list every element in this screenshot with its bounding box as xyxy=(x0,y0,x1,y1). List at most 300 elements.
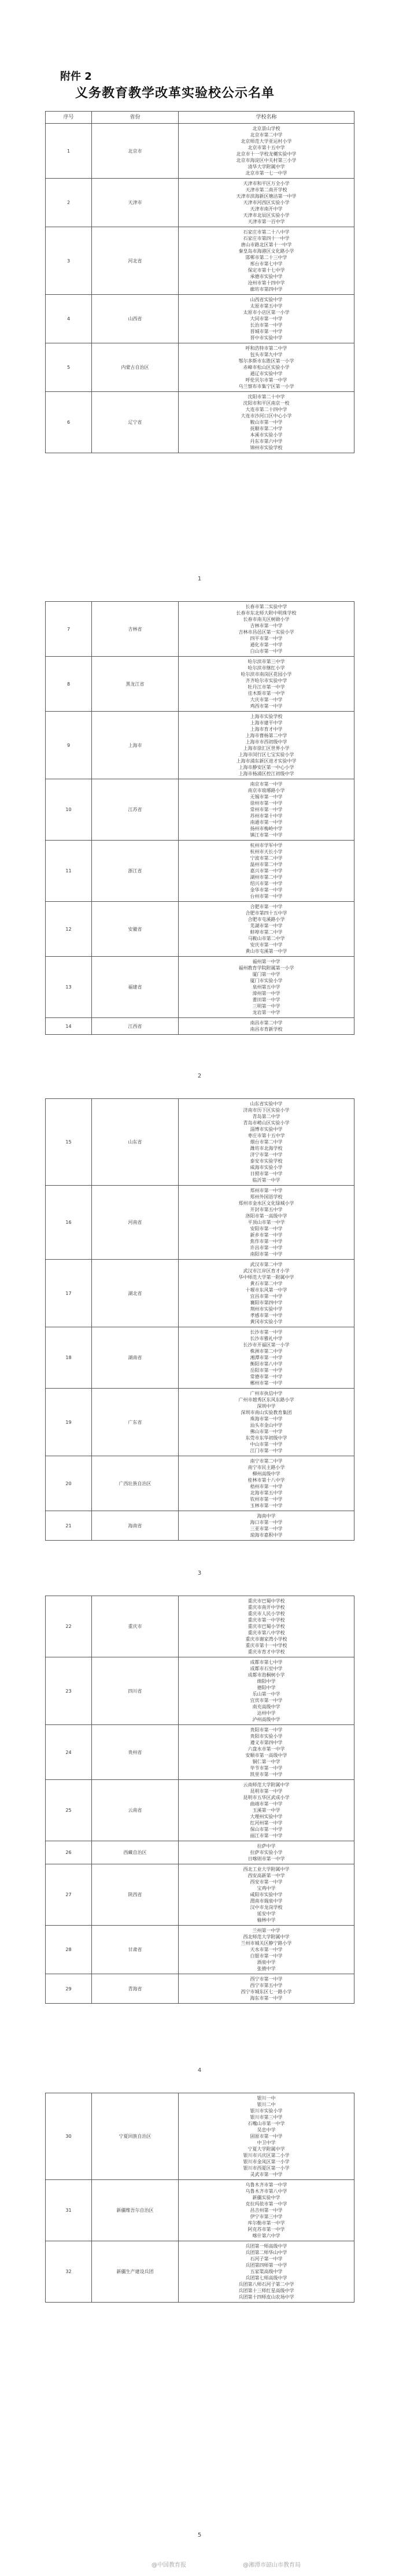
school-name: 重庆市第一中学校 xyxy=(247,1618,285,1623)
row-school-list xyxy=(179,2241,354,2303)
school-table-page-3 xyxy=(45,1098,354,1541)
school-name: 秦皇岛市海港区文化路小学 xyxy=(238,249,294,254)
school-name: 泉州第五中学 xyxy=(252,984,280,990)
row-province: 湖南省 xyxy=(92,1327,179,1389)
school-name: 大庆市第一中学 xyxy=(250,697,283,702)
row-province: 海南省 xyxy=(92,1511,179,1541)
school-name: 贵阳市第一中学 xyxy=(250,1727,283,1733)
row-number: 18 xyxy=(46,1327,92,1389)
school-name: 酒泉中学 xyxy=(257,1960,276,1965)
school-name: 宝鸡中学 xyxy=(257,1886,276,1891)
row-number: 7 xyxy=(46,602,92,657)
table-header-row xyxy=(46,112,354,124)
row-number: 12 xyxy=(46,902,92,957)
school-name: 牡丹江市第一中学 xyxy=(247,684,285,690)
school-name: 华中师范大学第一附属中学 xyxy=(238,1275,294,1280)
school-name: 太原市第五中学 xyxy=(250,304,283,309)
school-name: 伊宁市第三中学 xyxy=(250,2214,283,2219)
school-name: 蚌埠市第二中学 xyxy=(250,930,283,935)
row-school-list xyxy=(179,1327,354,1389)
row-number: 31 xyxy=(46,2180,92,2241)
school-name: 梧州市第一中学 xyxy=(250,1484,283,1489)
row-number: 25 xyxy=(46,1780,92,1841)
school-name: 莆田第一中学 xyxy=(252,997,280,1002)
school-name: 厦门第一中学 xyxy=(252,972,280,977)
school-name: 枣庄市第十五中学 xyxy=(247,1133,285,1138)
school-name: 大理州实验中学 xyxy=(250,1814,283,1819)
school-name: 长春市南关区树勋小学 xyxy=(243,617,290,622)
school-name: 兰州第一中学 xyxy=(252,1928,280,1933)
school-name: 新乡市第一中学 xyxy=(250,1233,283,1238)
school-name: 青岛市崂山区实验小学 xyxy=(243,1120,290,1126)
school-name: 天津市第二南开学校 xyxy=(245,187,287,193)
school-name: 株洲市第二中学 xyxy=(250,1349,283,1354)
table-row xyxy=(46,295,354,343)
school-name: 晋中市实验中学 xyxy=(250,335,283,340)
row-number: 6 xyxy=(46,392,92,453)
table-row xyxy=(46,1511,354,1541)
school-name: 西宁市第一中学 xyxy=(250,1977,283,1982)
school-name: 南京市琅琊路小学 xyxy=(247,788,285,793)
row-province: 广西壮族自治区 xyxy=(92,1456,179,1511)
school-name: 重庆市育才中学校 xyxy=(247,1649,285,1655)
school-name: 南通市第一中学 xyxy=(250,820,283,825)
row-province: 青海省 xyxy=(92,1974,179,2004)
school-name: 温州市第二中学 xyxy=(250,862,283,867)
school-name: 日喀则市第一中学 xyxy=(247,1856,285,1861)
school-name: 兰州市城关区静宁路小学 xyxy=(241,1941,292,1946)
school-name: 佳木斯市第一中学 xyxy=(247,691,285,696)
school-name: 天津市滨海新区塘沽第一中学 xyxy=(236,194,297,199)
page-number: 2 xyxy=(197,1073,202,1079)
school-name: 毕节市第一中学 xyxy=(250,1766,283,1771)
school-name: 鞍山市第一中学 xyxy=(250,420,283,425)
school-name: 保定市第十七中学 xyxy=(247,268,285,273)
school-name: 咸阳市实验中学 xyxy=(250,1892,283,1897)
school-name: 苏州市第十中学 xyxy=(250,813,283,819)
school-name: 银川市兴庆区第二小学 xyxy=(243,2153,290,2158)
page-number: 1 xyxy=(197,576,202,582)
school-name: 天津市和平区万全小学 xyxy=(243,181,290,186)
row-school-list xyxy=(179,1864,354,1926)
school-name: 南昌市育新学校 xyxy=(250,1027,283,1032)
school-name: 常州市第一中学 xyxy=(250,807,283,812)
school-name: 成都市泡桐树小学 xyxy=(247,1672,285,1678)
school-name: 郴州市第一中学 xyxy=(250,1380,283,1386)
row-school-list xyxy=(179,1841,354,1864)
school-name: 安庆市第一中学 xyxy=(250,942,283,948)
school-name: 山西省实验中学 xyxy=(250,297,283,302)
school-name: 长治市第一中学 xyxy=(250,323,283,328)
row-number: 8 xyxy=(46,657,92,712)
table-row xyxy=(46,841,354,902)
row-number: 17 xyxy=(46,1260,92,1327)
table-row xyxy=(46,712,354,779)
school-name: 玉林市第一中学 xyxy=(250,1503,283,1508)
school-name: 烟台市第二中学 xyxy=(250,1139,283,1145)
row-province: 安徽省 xyxy=(92,902,179,957)
table-row xyxy=(46,343,354,392)
school-name: 北京市海淀区中关村第三小学 xyxy=(236,158,297,163)
school-name: 上海市实验学校 xyxy=(250,714,283,719)
row-school-list xyxy=(179,1926,354,1974)
row-province: 河北省 xyxy=(92,227,179,295)
school-name: 襄阳市第四中学 xyxy=(250,1300,283,1305)
school-name: 沈阳市和平区南京一校 xyxy=(243,401,290,406)
table-row xyxy=(46,902,354,957)
page-number: 3 xyxy=(197,1570,202,1576)
school-name: 沧州市第十四中学 xyxy=(247,280,285,286)
school-name: 固原市第一中学 xyxy=(250,2134,283,2139)
school-name: 焦作市第一中学 xyxy=(250,1239,283,1244)
school-name: 海口市第一中学 xyxy=(250,1520,283,1525)
school-name: 清华大学附属中学 xyxy=(247,164,285,169)
row-number: 27 xyxy=(46,1864,92,1926)
school-name: 荆州市实验中学 xyxy=(250,1306,283,1312)
school-name: 太原市小店区第一小学 xyxy=(243,310,290,315)
school-name: 南京市第一中学 xyxy=(250,782,283,787)
school-name: 北海市第五中学 xyxy=(250,1490,283,1496)
school-name: 银川一中 xyxy=(257,2096,276,2101)
row-number: 21 xyxy=(46,1511,92,1541)
school-name: 衡阳市第八中学 xyxy=(250,1361,283,1367)
school-name: 潍坊市北海学校 xyxy=(250,1146,283,1151)
school-name: 丹东市第六中学 xyxy=(250,439,283,444)
table-row xyxy=(46,657,354,712)
school-name: 红河州第一中学 xyxy=(250,1820,283,1826)
row-province: 西藏自治区 xyxy=(92,1841,179,1864)
school-name: 吉林市第一中学 xyxy=(250,623,283,628)
row-number: 32 xyxy=(46,2241,92,2303)
school-name: 乌鲁木齐市第八中学 xyxy=(245,2189,287,2194)
row-province: 黑龙江省 xyxy=(92,657,179,712)
school-name: 银川市金凤区第一小学 xyxy=(243,2159,290,2164)
school-name: 汉中市龙岗学校 xyxy=(250,1905,283,1910)
school-name: 唐山市路北区第十一中学 xyxy=(241,242,292,247)
row-number: 19 xyxy=(46,1389,92,1456)
row-province: 天津市 xyxy=(92,179,179,227)
table-row xyxy=(46,392,354,453)
school-name: 西安高新第一中学 xyxy=(247,1873,285,1878)
school-name: 芜湖市第一中学 xyxy=(250,923,283,928)
row-number: 26 xyxy=(46,1841,92,1864)
row-number: 22 xyxy=(46,1596,92,1657)
school-name: 曲靖市第一中学 xyxy=(250,1801,283,1807)
row-school-list xyxy=(179,1389,354,1456)
school-name: 山东省实验中学 xyxy=(250,1101,283,1106)
row-number: 11 xyxy=(46,841,92,902)
school-name: 西北师范大学附属中学 xyxy=(243,1934,290,1940)
school-name: 湖州市第二中学 xyxy=(250,875,283,880)
row-school-list xyxy=(179,1186,354,1260)
row-province: 江苏省 xyxy=(92,779,179,841)
school-name: 通化市第一中学 xyxy=(250,642,283,647)
school-name: 桂林市第十八中学 xyxy=(247,1478,285,1483)
school-name: 上海市闵行区七宝实验小学 xyxy=(238,752,294,757)
row-province: 云南省 xyxy=(92,1780,179,1841)
row-province: 上海市 xyxy=(92,712,179,779)
school-name: 郑州外国语学校 xyxy=(250,1194,283,1200)
row-number: 20 xyxy=(46,1456,92,1511)
table-row xyxy=(46,1725,354,1780)
school-name: 琼海市嘉积中学 xyxy=(250,1533,283,1538)
school-name: 济南市历下区实验小学 xyxy=(243,1108,290,1113)
school-name: 十堰市东风第一中学 xyxy=(245,1287,287,1293)
row-province: 山西省 xyxy=(92,295,179,343)
school-name: 中山市第一中学 xyxy=(250,1442,283,1447)
school-name: 库尔勒市第一中学 xyxy=(247,2220,285,2226)
school-name: 宁波市第二中学 xyxy=(250,856,283,861)
row-province: 辽宁省 xyxy=(92,392,179,453)
school-name: 通辽市实验中学 xyxy=(250,371,283,376)
school-name: 石嘴山市第一中学 xyxy=(247,2121,285,2126)
row-school-list xyxy=(179,1099,354,1186)
school-name: 宁夏大学附属中学 xyxy=(247,2146,285,2152)
school-name: 吴忠中学 xyxy=(257,2127,276,2133)
row-province: 新疆生产建设兵团 xyxy=(92,2241,179,2303)
row-number: 4 xyxy=(46,295,92,343)
row-school-list xyxy=(179,712,354,779)
school-name: 南充高级中学 xyxy=(252,1704,280,1709)
school-name: 常德市第一中学 xyxy=(250,1374,283,1379)
school-name: 锦州市实验学校 xyxy=(250,445,283,450)
school-name: 大同市第一中学 xyxy=(250,316,283,321)
school-name: 黄冈市实验小学 xyxy=(250,1319,283,1324)
school-name: 大连市第二十四中学 xyxy=(245,407,287,412)
row-number: 2 xyxy=(46,179,92,227)
school-name: 渭南市瑞泉中学 xyxy=(250,1898,283,1904)
row-province: 陕西省 xyxy=(92,1864,179,1926)
table-row xyxy=(46,1456,354,1511)
school-name: 西安市第一中学 xyxy=(250,1879,283,1885)
row-school-list xyxy=(179,2093,354,2180)
school-name: 福州第一中学 xyxy=(252,959,280,964)
school-name: 兵团第七师高级中学 xyxy=(245,2275,287,2281)
school-name: 洛阳市第一高级中学 xyxy=(245,1213,287,1219)
school-name: 武汉市江岸区育才小学 xyxy=(243,1268,290,1274)
row-school-list xyxy=(179,2180,354,2241)
school-name: 西宁市第五中学 xyxy=(250,1983,283,1988)
school-name: 威海市实验小学 xyxy=(250,1165,283,1170)
school-name: 鄂尔多斯市东胜区第一小学 xyxy=(238,358,294,364)
school-name: 上海市浦东新区进才实验中学 xyxy=(236,758,297,764)
school-name: 昆明市五华区武成小学 xyxy=(243,1795,290,1800)
school-name: 绵阳中学 xyxy=(257,1679,276,1684)
school-name: 深圳中学 xyxy=(257,1404,276,1409)
school-name: 马鞍山市第二中学 xyxy=(247,936,285,941)
row-number: 15 xyxy=(46,1099,92,1186)
row-number: 3 xyxy=(46,227,92,295)
school-name: 克拉玛依市第一中学 xyxy=(245,2201,287,2207)
school-name: 抚顺市第二中学 xyxy=(250,426,283,431)
school-name: 三明第一中学 xyxy=(252,1004,280,1009)
school-name: 新疆实验中学 xyxy=(252,2195,280,2200)
school-name: 银川市第三中学 xyxy=(250,2115,283,2120)
school-name: 拉萨市实验小学 xyxy=(250,1850,283,1855)
school-name: 中卫中学 xyxy=(257,2140,276,2145)
school-name: 铜仁第一中学 xyxy=(252,1759,280,1764)
school-name: 重庆市巴蜀小学校 xyxy=(247,1624,285,1629)
school-name: 达州中学 xyxy=(257,1711,276,1716)
row-province: 贵州省 xyxy=(92,1725,179,1780)
school-table-page-4 xyxy=(45,1596,354,2004)
school-name: 绍兴市第一中学 xyxy=(250,881,283,886)
school-name: 兵团第一师高级中学 xyxy=(245,2244,287,2249)
school-table-page-5 xyxy=(45,2093,354,2303)
school-name: 钦州市第一中学 xyxy=(250,1497,283,1502)
table-row xyxy=(46,957,354,1018)
school-name: 长沙市雅礼中学 xyxy=(250,1336,283,1341)
row-school-list xyxy=(179,124,354,179)
document-title: 义务教育教学改革实验校公示名单 xyxy=(75,86,275,101)
school-name: 吉林市昌邑区第一实验小学 xyxy=(238,630,294,635)
school-name: 白银市第一中学 xyxy=(250,1953,283,1959)
school-name: 承德市实验中学 xyxy=(250,274,283,279)
school-name: 重庆市第八中学校 xyxy=(247,1630,285,1635)
school-name: 呼和浩特市第二中学 xyxy=(245,346,287,351)
row-province: 福建省 xyxy=(92,957,179,1018)
school-name: 天津市第一百中学 xyxy=(247,219,285,224)
table-row xyxy=(46,1841,354,1864)
school-name: 重庆市巴蜀中学校 xyxy=(247,1598,285,1604)
school-name: 安阳市第一中学 xyxy=(250,1226,283,1231)
school-name: 晋城市第一中学 xyxy=(250,329,283,334)
school-name: 延安中学 xyxy=(257,1911,276,1916)
school-name: 泸州高级中学 xyxy=(252,1717,280,1722)
school-name: 石河子第一中学 xyxy=(250,2256,283,2262)
school-name: 乌鲁木齐市第一中学 xyxy=(245,2182,287,2188)
table-row xyxy=(46,227,354,295)
row-province: 新疆维吾尔自治区 xyxy=(92,2180,179,2241)
school-name: 德阳中学 xyxy=(257,1685,276,1690)
school-name: 大连市沙河口区中心小学 xyxy=(241,413,292,419)
row-school-list xyxy=(179,343,354,392)
watermark-left: @中国教育报 xyxy=(152,2562,186,2568)
school-name: 黄石市第二中学 xyxy=(250,1281,283,1286)
school-name: 金华市第一中学 xyxy=(250,887,283,893)
row-school-list xyxy=(179,227,354,295)
school-name: 白山市第一中学 xyxy=(250,649,283,654)
school-name: 漳州第一中学 xyxy=(252,991,280,996)
header-school: 学校名称 xyxy=(179,112,354,124)
school-name: 四平市第一中学 xyxy=(250,636,283,641)
school-name: 喀什第六中学 xyxy=(252,2233,280,2238)
school-name: 昆明市第一中学 xyxy=(250,1789,283,1794)
school-name: 廊坊市第四中学 xyxy=(250,287,283,292)
row-province: 宁夏回族自治区 xyxy=(92,2093,179,2180)
school-name: 淄博市实验中学 xyxy=(250,1127,283,1132)
school-name: 汕头市金山中学 xyxy=(250,1423,283,1428)
school-name: 上海市杨浦区控江初级中学 xyxy=(238,771,294,776)
school-name: 拉萨中学 xyxy=(257,1844,276,1849)
row-province: 山东省 xyxy=(92,1099,179,1186)
row-number: 28 xyxy=(46,1926,92,1974)
school-name: 哈尔滨市继红小学 xyxy=(247,665,285,671)
school-name: 上海市徐汇区世界小学 xyxy=(243,746,290,751)
row-school-list xyxy=(179,657,354,712)
row-school-list xyxy=(179,1018,354,1035)
table-row xyxy=(46,779,354,841)
school-name: 哈尔滨市第三中学 xyxy=(247,659,285,664)
school-name: 杭州市学军中学 xyxy=(250,843,283,848)
school-name: 南昌市第二中学 xyxy=(250,1020,283,1026)
row-school-list xyxy=(179,1260,354,1327)
school-name: 邢台市第七中学 xyxy=(250,261,283,267)
school-table-page-1 xyxy=(45,111,354,453)
table-row xyxy=(46,124,354,179)
school-name: 湘潭市第一中学 xyxy=(250,1355,283,1360)
school-name: 安顺市第一高级中学 xyxy=(245,1753,287,1758)
school-name: 上海市静安区第一中心小学 xyxy=(238,765,294,770)
school-name: 北京市第十五中学 xyxy=(247,145,285,150)
school-name: 乐山第一中学 xyxy=(252,1692,280,1697)
school-name: 杭州市天长小学 xyxy=(250,849,283,854)
school-name: 重庆市人民小学校 xyxy=(247,1611,285,1616)
table-row xyxy=(46,602,354,657)
school-name: 银川市实验小学 xyxy=(250,2108,283,2114)
school-name: 兵团第十四师皮山农场中学 xyxy=(238,2294,294,2300)
table-row xyxy=(46,1974,354,2004)
school-name: 银川二中 xyxy=(257,2102,276,2107)
school-name: 榆林中学 xyxy=(257,1918,276,1923)
school-name: 岳阳市第一中学 xyxy=(250,1368,283,1373)
school-name: 天津市北辰区实验小学 xyxy=(243,213,290,218)
table-row xyxy=(46,2093,354,2180)
school-name: 珠海市第一中学 xyxy=(250,1416,283,1422)
school-name: 东莞市东华初级中学 xyxy=(245,1435,287,1441)
school-name: 广州市越秀区东风东路小学 xyxy=(238,1397,294,1402)
row-number: 9 xyxy=(46,712,92,779)
school-name: 郑州市金水区文化绿城小学 xyxy=(238,1201,294,1206)
watermark-bar xyxy=(0,2555,399,2573)
school-name: 贵阳市实验小学 xyxy=(250,1734,283,1739)
school-name: 台州市第一中学 xyxy=(250,894,283,899)
school-name: 郑州市第一中学 xyxy=(250,1188,283,1193)
table-row xyxy=(46,179,354,227)
header-num: 序号 xyxy=(46,112,92,124)
school-name: 银川市西夏区第一小学 xyxy=(243,2166,290,2171)
school-name: 鸡西市第一中学 xyxy=(250,704,283,709)
school-name: 哈尔滨市南岗区花园小学 xyxy=(241,672,292,677)
school-name: 深圳市南山实验教育集团 xyxy=(241,1410,292,1415)
table-row xyxy=(46,1260,354,1327)
school-name: 长沙市第一中学 xyxy=(250,1330,283,1335)
school-name: 包头市第九中学 xyxy=(250,352,283,357)
row-school-list xyxy=(179,179,354,227)
school-name: 北京市十一学校龙樾实验中学 xyxy=(236,151,297,157)
school-name: 平顶山市第一中学 xyxy=(247,1220,285,1225)
school-name: 临沂第一中学 xyxy=(252,1178,280,1183)
school-name: 齐齐哈尔市实验中学 xyxy=(245,678,287,683)
school-name: 赤峰市松山区实验小学 xyxy=(243,365,290,370)
school-name: 北京景山学校 xyxy=(252,126,280,131)
row-number: 10 xyxy=(46,779,92,841)
school-name: 六盘水市第一中学 xyxy=(247,1746,285,1752)
row-school-list xyxy=(179,1456,354,1511)
school-name: 邯郸市第二十三中学 xyxy=(245,255,287,260)
row-province: 北京市 xyxy=(92,124,179,179)
table-row xyxy=(46,2241,354,2303)
row-number: 14 xyxy=(46,1018,92,1035)
row-school-list xyxy=(179,295,354,343)
school-name: 长沙市开福区第一小学 xyxy=(243,1342,290,1348)
school-name: 福州教育学院附属第一小学 xyxy=(238,965,294,971)
row-province: 浙江省 xyxy=(92,841,179,902)
school-table-page-2 xyxy=(45,601,354,1035)
school-name: 上海市建平中学 xyxy=(250,720,283,726)
row-number: 13 xyxy=(46,957,92,1018)
school-name: 重庆市第十一中学校 xyxy=(245,1643,287,1648)
